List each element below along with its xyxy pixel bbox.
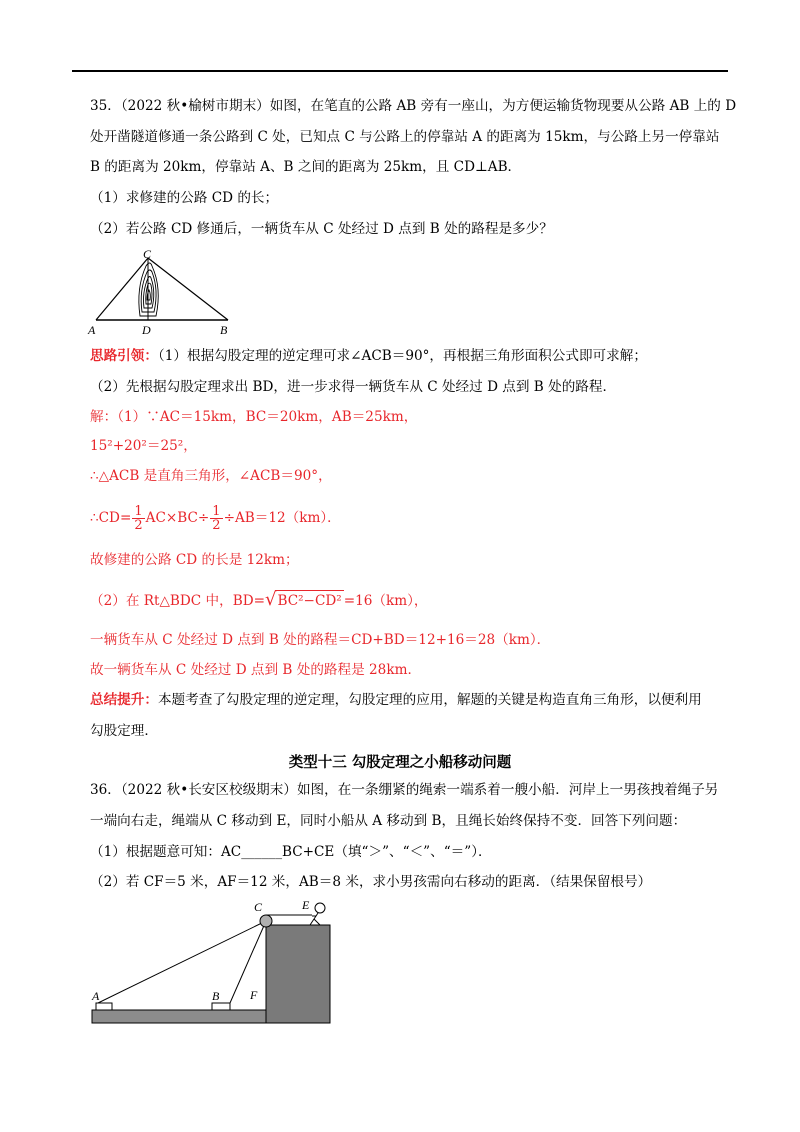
sol4-mid: AC×BC÷ (145, 510, 210, 526)
side-bc (148, 258, 228, 320)
label-c: C (143, 248, 152, 261)
fraction-half-1: $\frac{1}{2}$ (134, 504, 143, 533)
q35-sub1: （1）求修建的公路 CD 的长； (90, 190, 279, 206)
label-b: B (212, 989, 220, 1003)
q35-sol-line7: 一辆货车从 C 处经过 D 点到 B 处的路程＝CD+BD＝12+16＝28（km）． (90, 632, 551, 648)
rope-ca (98, 921, 266, 1003)
summary-label: 总结提升： (90, 692, 158, 708)
q35-line2: 处开凿隧道修通一条公路到 C 处，已知点 C 与公路上的停靠站 A 的距离为 15km，与公路上另一停靠站 (90, 129, 720, 145)
q35-sol-line2: 15²+20²＝25²， (90, 438, 197, 454)
hint-text1: （1）根据勾股定理的逆定理可求∠ACB＝90°，再根据三角形面积公式即可求解； (157, 348, 647, 364)
q35-line3: B 的距离为 20km，停靠站 A、B 之间的距离为 25km，且 CD⊥AB． (90, 159, 522, 175)
q36-sub2: （2）若 CF＝5 米，AF＝12 米，AB＝8 米，求小男孩需向右移动的距离．（结果保留根号） (90, 874, 652, 890)
q36-line1: 36．（2022 秋•长安区校级期末）如图，在一条绷紧的绳索一端系着一艘小船．河岸上一男孩拽着绳子另 (90, 782, 719, 798)
q36-line2: 一端向右走，绳端从 C 移动到 E，同时小船从 A 移动到 B，且绳长始终保持不变．回答下列问题： (90, 813, 687, 829)
q35-figure (86, 248, 246, 336)
sol6-pre: （2）在 Rt△BDC 中，BD= (90, 593, 265, 609)
rope-cb (230, 921, 266, 1003)
q35-line1: 35．（2022 秋•榆树市期末）如图，在笔直的公路 AB 旁有一座山，为方便运输货物现要从公路 AB 上的 D (90, 98, 737, 114)
q35-sub2: （2）若公路 CD 修通后，一辆货车从 C 处经过 D 点到 B 处的路程是多少？ (90, 221, 553, 237)
radical-icon: √ (264, 589, 277, 610)
label-a: A (92, 989, 100, 1003)
hint-label: 思路引领： (90, 348, 158, 364)
fraction-half-2: $\frac{1}{2}$ (212, 504, 221, 533)
q35-sol-line1: 解：（1）∵AC＝15km，BC＝20km，AB＝25km， (90, 409, 418, 425)
label-e: E (302, 898, 310, 912)
label-f: F (250, 988, 258, 1002)
q35-sol-line6 (90, 590, 428, 611)
q36-sub1: （1）根据题意可知：AC______BC+CE（填“＞”、“＜”、“＝”）． (90, 844, 492, 860)
summary-text1: 本题考查了勾股定理的逆定理，勾股定理的应用，解题的关键是构造直角三角形，以便利用 (157, 692, 702, 708)
pulley-c (260, 915, 272, 927)
header-rule (72, 70, 728, 72)
label-d: D (142, 323, 151, 336)
riverbank-wall (266, 925, 330, 1023)
q35-summary-line2: 勾股定理． (90, 723, 158, 739)
label-c: C (254, 900, 263, 914)
label-a: A (88, 323, 96, 336)
q35-hint-line2: （2）先根据勾股定理求出 BD，进一步求得一辆货车从 C 处经过 D 点到 B 处的路程． (90, 379, 617, 395)
sol4-post: ÷AB＝12（km）． (223, 510, 341, 526)
q35-sol-line4 (90, 505, 341, 532)
q35-summary-line1 (90, 690, 702, 710)
q36-figure (84, 895, 344, 1030)
q35-sol-line8: 故一辆货车从 C 处经过 D 点到 B 处的路程是 28km． (90, 662, 422, 678)
boy-icon (310, 903, 325, 925)
section-title: 类型十三 勾股定理之小船移动问题 (288, 754, 512, 771)
boat-a (96, 1003, 112, 1010)
sol6-post: =16（km）， (343, 593, 428, 609)
sol6-radicand: BC²−CD² (275, 590, 343, 611)
sol4-pre: ∴CD= (90, 510, 132, 526)
q35-sol-line3: ∴△ACB 是直角三角形，∠ACB＝90°， (90, 468, 332, 484)
label-b: B (220, 323, 228, 336)
side-ac (96, 258, 148, 320)
q35-sol-line5: 故修建的公路 CD 的长是 12km； (90, 552, 299, 568)
water-base (92, 1010, 266, 1023)
boat-b (212, 1003, 230, 1010)
mountain-icon (139, 263, 158, 316)
q35-hint-line1 (90, 346, 647, 366)
